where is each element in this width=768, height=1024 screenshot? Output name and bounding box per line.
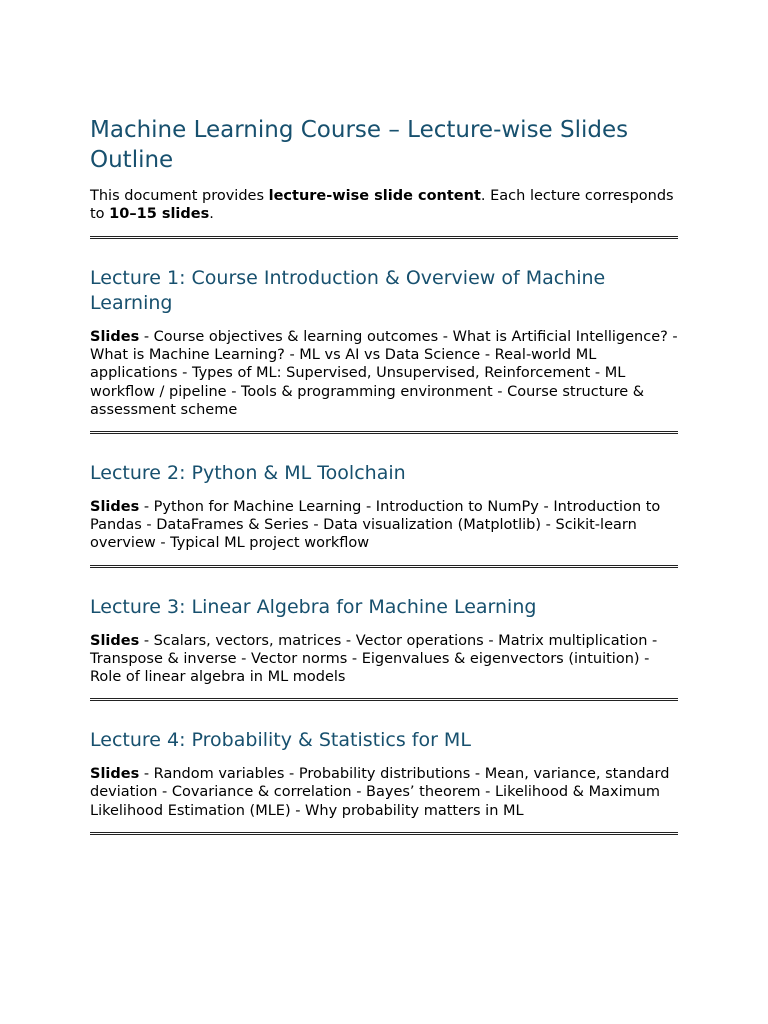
- slides-label: Slides: [90, 632, 140, 649]
- intro-text: . Each lecture corresponds to: [90, 188, 674, 222]
- slides-label: Slides: [90, 499, 140, 516]
- lecture-slides-text: [90, 328, 678, 419]
- section-divider: [90, 832, 678, 835]
- slides-list: - Random variables - Probability distributions - Mean, variance, standard deviation - Covariance & correlation - Bayes’ theorem - Likelihood & Maximum Likelihood Estimation (MLE) - Why probability matters in ML: [90, 766, 670, 819]
- slides-list: - Course objectives & learning outcomes - What is Artificial Intelligence? - What is Machine Learning? - ML vs AI vs Data Science - Real-world ML applications - Types of ML: Supervised, Unsupervised, Reinforcement - ML workflow / pipeline - Tools & programming environment - Course structure & assessment scheme: [90, 329, 678, 418]
- section-divider: [90, 698, 678, 701]
- document-title: Machine Learning Course – Lecture-wise Slides Outline: [90, 117, 629, 173]
- intro-bold-text: lecture-wise slide content: [268, 188, 481, 204]
- intro-text: .: [209, 206, 214, 222]
- lecture-heading: Lecture 4: Probability & Statistics for ML: [90, 729, 471, 752]
- document-content: [90, 115, 678, 835]
- lecture-section-4: [90, 728, 678, 835]
- lecture-slides-text: [90, 498, 678, 553]
- intro-text: This document provides: [90, 188, 269, 204]
- section-divider: [90, 236, 678, 239]
- lecture-heading: Lecture 1: Course Introduction & Overview of Machine Learning: [90, 267, 606, 314]
- slides-label: Slides: [90, 766, 140, 783]
- lecture-section-1: [90, 266, 678, 434]
- document-intro: [90, 187, 678, 223]
- section-divider: [90, 565, 678, 568]
- lecture-section-2: [90, 461, 678, 568]
- slides-list: - Scalars, vectors, matrices - Vector operations - Matrix multiplication - Transpose & inverse - Vector norms - Eigenvalues & eigenvectors (intuition) - Role of linear algebra in ML models: [90, 632, 658, 686]
- section-divider: [90, 431, 678, 434]
- slides-label: Slides: [90, 329, 140, 345]
- intro-bold-text: 10–15 slides: [109, 206, 210, 222]
- lecture-heading: Lecture 2: Python & ML Toolchain: [90, 462, 406, 485]
- lecture-slides-text: [90, 632, 678, 687]
- lecture-slides-text: [90, 765, 678, 820]
- lecture-section-3: [90, 595, 678, 702]
- slides-list: - Python for Machine Learning - Introduction to NumPy - Introduction to Pandas - DataFrames & Series - Data visualization (Matplotlib) - Scikit-learn overview - Typical ML project workflow: [90, 499, 661, 552]
- lecture-heading: Lecture 3: Linear Algebra for Machine Learning: [90, 595, 537, 618]
